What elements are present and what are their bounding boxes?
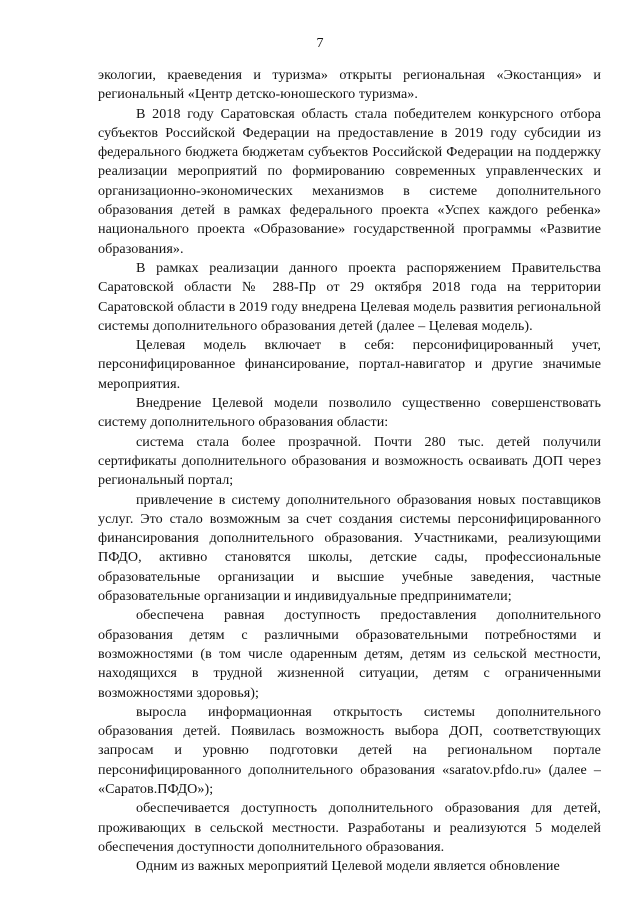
paragraph-target-model-order: В рамках реализации данного проекта распоряжением Правительства Саратовской области № 288-Пр от 29 октября 2018 года на территории Саратовской области в 2019 году внедрена Целевая модель развития региональной системы дополнительного образования детей (далее – Целевая модель). (98, 259, 601, 334)
paragraph-key-measure: Одним из важных мероприятий Целевой модели является обновление (136, 858, 560, 875)
paragraph-info-openness: выросла информационная открытость системы дополнительного образования детей. Появилась возможность выбора ДОП, соответствующих запросам и уровню подготовки детей на региональном портале персонифицированного дополнительного образования «saratov.pfdo.ru» (далее – «Саратов.ПФДО»); (98, 703, 601, 797)
paragraph-implementation-intro: Внедрение Целевой модели позволило существенно совершенствовать систему дополнительного образования области: (98, 395, 601, 431)
paragraph-contest-2018: В 2018 году Саратовская область стала победителем конкурсного отбора субъектов Российской Федерации на предоставление в 2019 году субсидии из федерального бюджета бюджетам субъектов Российской Федерации на поддержку реализации мероприятий по формированию современных управленческих и организационно-экономических механизмов в системе дополнительного образования детей в рамках федерального проекта «Успех каждого ребенка» национального проекта «Образование» государственной программы «Развитие образования». (98, 105, 601, 257)
paragraph-rural-access: обеспечивается доступность дополнительного образования для детей, проживающих в сельской местности. Разработаны и реализуются 5 моделей обеспечения доступности дополнительного образования. (98, 800, 601, 855)
paragraph-new-providers: привлечение в систему дополнительного образования новых поставщиков услуг. Это стало возможным за счет создания системы персонифицированного финансирования дополнительного образования. Участниками, реализующими ПФДО, активно становятся школы, детские сады, профессиональные образовательные организации и высшие учебные заведения, частные образовательные организации и индивидуальные предприниматели; (98, 491, 601, 605)
paragraph-equal-access: обеспечена равная доступность предоставления дополнительного образования детям с различными образовательными потребностями и возможностями (в том числе одаренным детям, детям из сельской местности, находящихся в трудной жизненной ситуации, детям с ограниченными возможностями здоровья); (98, 607, 601, 701)
document-body (98, 66, 601, 876)
paragraph-target-model-contents: Целевая модель включает в себя: персонифицированный учет, персонифицированное финансирование, портал-навигатор и другие значимые мероприятия. (98, 337, 601, 392)
page-number: 7 (316, 36, 324, 51)
paragraph-continued: экологии, краеведения и туризма» открыты региональная «Экостанция» и региональный «Центр детско-юношеского туризма». (98, 67, 601, 103)
paragraph-transparency: система стала более прозрачной. Почти 280 тыс. детей получили сертификаты дополнительного образования и возможность осваивать ДОП через региональный портал; (98, 433, 601, 489)
